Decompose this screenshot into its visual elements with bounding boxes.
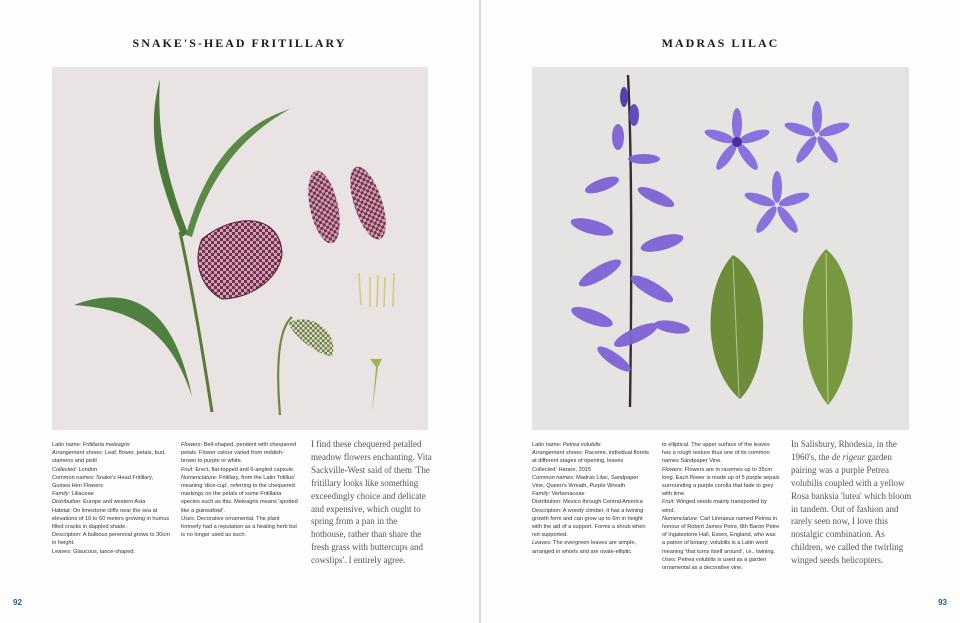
madras-lilac-illustration (532, 67, 909, 430)
detail-row: Description: A bulbous perennial grows to 30cm in height. (52, 532, 170, 547)
botanical-details-col1 (52, 441, 170, 556)
detail-row: Latin name: Fritillaria meleagris (52, 442, 130, 448)
detail-row: Arrangement shows: Raceme, individual florets at different stages of opening, leaves (532, 450, 649, 465)
detail-row: Family: Verbenaceae (532, 491, 585, 498)
detail-row: Uses: Decorative ornamental. The plant formerly had a reputation as a healing herb but is no longer used as such. (181, 515, 297, 539)
left-page (0, 0, 479, 623)
right-page (481, 0, 960, 623)
detail-row: Family: Liliaceae (52, 491, 94, 498)
fritillary-illustration (52, 67, 428, 430)
page-number: 93 (938, 598, 947, 607)
detail-row: Fruit: Winged seeds mainly transported by wind. (662, 499, 767, 514)
detail-row: Nomenclature: Fritillary, from the Latin 'fritillus' meaning 'dice-cup', referring to the chequered markings on the petals of some Fritillaria species such as this. Meleagris means 'spotted like a guineafowl'. (181, 474, 298, 514)
botanical-details-col1 (532, 441, 650, 556)
detail-row: Collected: Harare, 2015 (532, 466, 592, 473)
fritillary-photo (52, 67, 428, 430)
detail-row: Arrangement shows: Leaf, flower, petals, bud, stamens and pistil (52, 450, 166, 465)
detail-row: Latin name: Petrea volubilis (532, 442, 601, 448)
personal-note: I find these chequered petalled meadow flowers enchanting. Vita Sackville-West said of them 'The fritillary looks like something exceedingly choice and delicate and expensive, which ought to spring from a pan in the hothouse, rather than share the fresh grass with buttercups and cowslips'. I entirely agree. (311, 439, 432, 566)
detail-row: Common names: Madras Lilac, Sandpaper Vine, Queen's Wreath, Purple Wreath (532, 474, 639, 490)
detail-row: Leaves: The evergreen leaves are simple, arranged in whorls and are ovate-elliptic (532, 540, 637, 555)
madras-lilac-photo (532, 67, 909, 430)
detail-row: Habitat: On limestone cliffs near the sea at elevations of 10 to 60 meters growing in humus filled cracks in dappled shade. (52, 507, 170, 531)
botanical-details-col2 (662, 441, 780, 572)
page-number: 92 (13, 598, 22, 607)
detail-row: Flowers: Flowers are in racemes up to 35cm long. Each flower is made up of 5 purple sepals surrounding a purple corolla that fade to grey with time. (662, 466, 780, 498)
detail-row: Description: A woody climber, it has a twining growth form and can grow up to 6m in height with the aid of a support. Forms a shrub when not supported. (532, 507, 646, 539)
detail-row: Uses: Petrea volubilis is used as a garden ornamental as a decorative vine. (662, 556, 767, 572)
detail-row: Fruit: Erect, flat-topped and 6-angled capsule. (181, 466, 295, 473)
detail-row: Nomenclature: Carl Linnaeus named Petrea in honour of Robert James Petre, 8th Baron Petre of Ingatestone Hall, Essex, England, who was a patron of botany; volubilis is a Latin word meaning 'that turns itself around', i.e., twining. (662, 515, 780, 555)
page-title: MADRAS LILAC (661, 36, 780, 50)
detail-row: Flowers: Bell-shaped, pendent with chequered petals. Flower colour varied from reddish-brown to purple or white. (181, 442, 297, 465)
page-title: SNAKE'S-HEAD FRITILLARY (132, 36, 347, 50)
detail-row: Distribution: Mexico through Central America (532, 499, 643, 506)
detail-row: Distribution: Europe and western Asia (52, 499, 146, 506)
personal-note: In Salisbury, Rhodesia, in the 1960's, the de rigeur garden pairing was a purple Petrea volubilis coupled with a yellow Rosa banksia 'lutea' which bloom in tandem. Out of fashion and rarely seen now, I love this nostalgic combination. As children, we called the twirling winged seeds helicopters. (791, 439, 912, 566)
detail-row: Common names: Snake's Head Fritillary, Guinea Hen Flowers (52, 474, 154, 490)
detail-row: Collected: London (52, 466, 98, 473)
botanical-details-col2 (181, 441, 299, 539)
detail-row: Leaves: Glaucous, lance-shaped. (52, 548, 136, 555)
detail-row: to elliptical. The upper surface of the leaves has a rough texture thus one of its common names Sandpaper Vine. (662, 442, 770, 465)
